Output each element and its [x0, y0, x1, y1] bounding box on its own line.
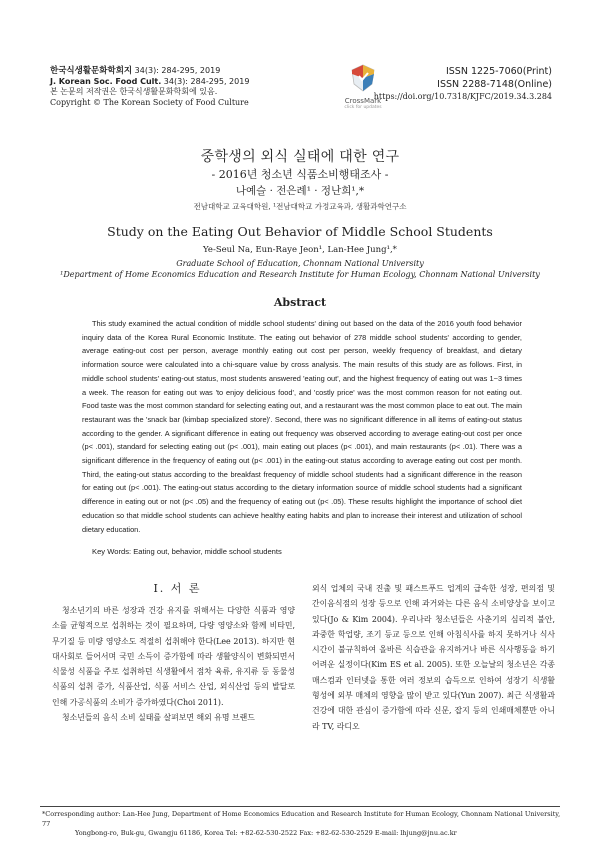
footnote-divider: [40, 806, 560, 807]
paragraph: 청소년들의 음식 소비 실태를 살펴보면 해외 유명 브랜드: [62, 713, 255, 723]
body-left-column: [52, 603, 295, 725]
corresponding-author-footnote: [42, 810, 562, 839]
paragraph: 외식 업체의 국내 진출 및 패스트푸드 업계의 급속한 성장, 편의점 및 간이음식점의 성장 등으로 인해 과거와는 다른 음식 소비양상을 보이고 있다(Jo & Kim 2004). 우리나라 청소년들은 사춘기의 심리적 불안, 과중한 학업량, 조기 등교 등으로 인해 아침식사를 하지 못하거나 식사시간이 불규칙하여 올바른 식습관을 유지하거나 바른 식사행동을 하기 어려운 실정이다(Kim ES et al. 2005). 또한 오늘날의 청소년은 각종 매스컴과 인터넷을 통한 여러 정보의 습득으로 인하여 성장기 식생활 형성에 외부 매체의 영향을 많이 받고 있다(Yun 2007). 최근 식생활과 건강에 대한 관심이 증가함에 따라 신문, 잡지 등의 인쇄매체뿐만 아니라 TV, 라디오: [312, 584, 555, 731]
abstract-heading: Abstract: [273, 296, 327, 309]
issn-print: ISSN 1225-7060(Print): [445, 66, 552, 77]
journal-header: [50, 66, 300, 108]
section-heading: Ⅰ. 서 론: [153, 582, 202, 595]
affiliation-en-1: Graduate School of Education, Chonnam National University: [176, 259, 424, 268]
paragraph: 청소년기의 바른 성장과 건강 유지를 위해서는 다양한 식품과 영양소를 균형적으로 섭취하는 것이 필요하며, 다량 영양소와 함께 비타민, 무기질 등 미량 영양소도 적절히 섭취해야 한다(Lee 2013). 하지만 현대사회로 들어서며 국민 소득이 증가함에 따라 생활양식이 변화되면서 식물성 식품을 주로 섭취하던 식생활에서 점차 육류, 유지류 등 동물성 식품의 섭취 증가, 식품산업, 식품 서비스 산업, 외식산업 등의 발달로 인해 가공식품의 소비가 증가하였다(Choi 2011).: [52, 606, 295, 707]
issn-online: ISSN 2288-7148(Online): [437, 78, 552, 90]
abstract-text: This study examined the actual condition of middle school students' dining out based on the data of the 2016 youth food behavior inquiry data of the Korea Rural Economic Institute. The eating out behavior of 278 middle school students' according to gender, average eating-out cost per person, average monthly eating out cost per person, weekly frequency of breakfast, and dietary information source were calculated into a chi-square value by cross analysis. The main results of this study are as follows. First, in middle school students' eating-out status, most students answered 'eating out', and the highest frequency of eating out was 1~3 times a week. The reason for eating out was 'to enjoy delicious food', and 'costly price' was the most common reason for not eating out. Food taste was the most common standard for selecting eating out, and a restaurant was the most common place to eat out. The main restaurant was the 'snack bar (kimbap specialized store)'. Second, there was no significant difference in all items of eating-out status according to the gender. A significant difference in eating out frequency was observed according to average eating-out cost per once (p< .001), standard for selecting eating out (p< .001), main eating out places (p< .001), and main restaurants (p< .01). There was a significant difference in the frequency of eating out (p< .001) in the eating-out status according to average eating out cost per month. Third, the eating-out status according to the breakfast frequency of middle school students had a significant difference in the reason for eating out (p< .001). The eating-out status according to the dietary information source of middle school students had a significant difference in eating out or not (p< .05) and the frequency of eating out (p< .05). These results highlight the importance of school diet education so that middle school students can achieve healthy eating habits and plan to increase their interest and utilization of school dietary education.: [82, 319, 522, 534]
affiliation-en-2: ¹Department of Home Economics Education and Research Institute for Human Ecology, Chonnam National University: [60, 270, 540, 279]
title-ko: 중학생의 외식 실태에 대한 연구: [200, 149, 400, 165]
authors-ko: 나예슬 · 전은례¹ · 정난희¹,*: [235, 185, 365, 197]
issn-block: [374, 66, 552, 102]
crossmark-sub: click for updates: [344, 105, 382, 110]
journal-name-ko: 한국식생활문화학회지: [50, 66, 133, 76]
authors-en: Ye-Seul Na, Eun-Raye Jeon¹, Lan-Hee Jung¹,*: [203, 245, 397, 255]
copyright-ko: 본 논문의 저작권은 한국식생활문화학회에 있음.: [50, 87, 218, 96]
affiliation-ko: 전남대학교 교육대학원, ¹전남대학교 가정교육과, 생활과학연구소: [193, 202, 407, 211]
journal-name-en: J. Korean Soc. Food Cult.: [50, 76, 162, 86]
subtitle-ko: - 2016년 청소년 식품소비행태조사 -: [211, 168, 389, 181]
copyright-en: Copyright © The Korean Society of Food Culture: [50, 97, 249, 107]
footnote-line: Yongbong-ro, Buk-gu, Gwangju 61186, Korea Tel: +82-62-530-2522 Fax: +82-62-530-2529 E-mail: lhjung@jnu.ac.kr: [75, 829, 457, 837]
journal-volume-ko: 34(3): 284-295, 2019: [134, 66, 221, 75]
title-en: Study on the Eating Out Behavior of Middle School Students: [107, 224, 493, 239]
crossmark-label: CrossMark: [344, 97, 382, 105]
crossmark-icon: [350, 64, 376, 92]
doi-link[interactable]: https://doi.org/10.7318/KJFC/2019.34.3.284: [373, 92, 552, 101]
body-right-column: [312, 581, 555, 734]
footnote-line: *Corresponding author: Lan-Hee Jung, Department of Home Economics Education and Research Institute for Human Ecology, Chonnam National University, 77: [42, 810, 561, 828]
journal-volume-en: 34(3): 284-295, 2019: [163, 76, 250, 86]
keywords: Key Words: Eating out, behavior, middle school students: [92, 547, 282, 556]
